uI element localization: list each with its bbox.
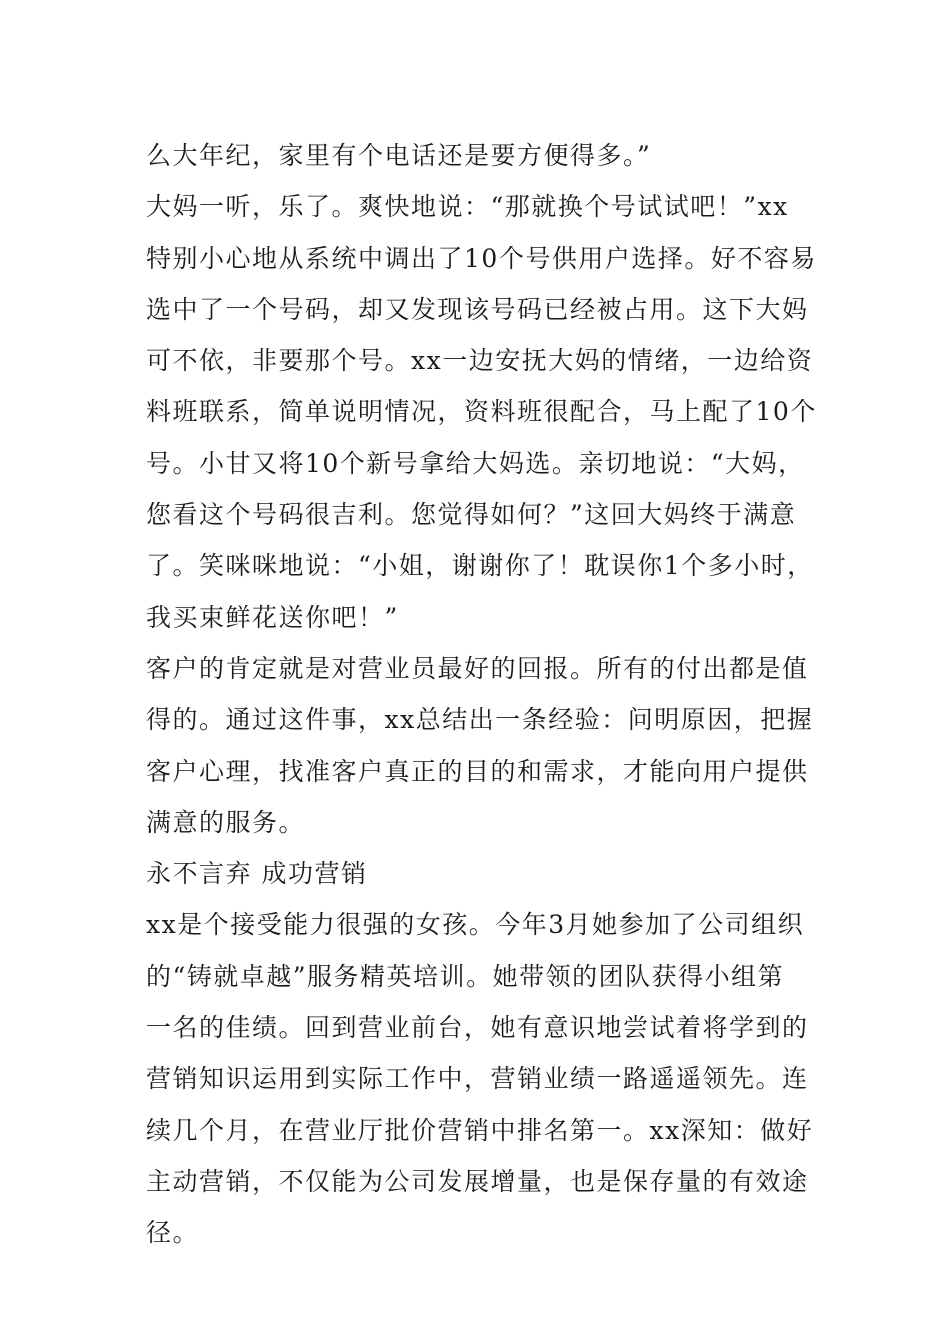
- text-line: 客户的肯定就是对营业员最好的回报。所有的付出都是值: [146, 653, 809, 683]
- text-line: 选中了一个号码，却又发现该号码已经被占用。这下大妈: [146, 294, 809, 324]
- text-line: 可不依，非要那个号。xx一边安抚大妈的情绪，一边给资: [146, 346, 814, 376]
- text-line: 您看这个号码很吉利。您觉得如何？”这回大妈终于满意: [146, 500, 797, 530]
- text-line: xx是个接受能力很强的女孩。今年3月她参加了公司组织: [146, 910, 805, 940]
- text-line: 续几个月，在营业厅批价营销中排名第一。xx深知：做好: [146, 1115, 814, 1145]
- text-line: 了。笑咪咪地说：“小姐，谢谢你了！耽误你1个多小时，: [146, 551, 814, 581]
- text-line: 得的。通过这件事，xx总结出一条经验：问明原因，把握: [146, 705, 814, 735]
- text-line: 的“铸就卓越”服务精英培训。她带领的团队获得小组第: [146, 961, 785, 991]
- text-line: 特别小心地从系统中调出了10个号供用户选择。好不容易: [146, 243, 817, 273]
- text-line: 料班联系，简单说明情况，资料班很配合，马上配了10个: [146, 397, 817, 427]
- text-line: 主动营销，不仅能为公司发展增量，也是保存量的有效途: [146, 1166, 809, 1196]
- text-line: 大妈一听，乐了。爽快地说：“那就换个号试试吧！”xx: [146, 192, 789, 222]
- text-line: 号。小甘又将10个新号拿给大妈选。亲切地说：“大妈，: [146, 448, 805, 478]
- text-line: 一名的佳绩。回到营业前台，她有意识地尝试着将学到的: [146, 1013, 809, 1043]
- body-text: [146, 130, 817, 1259]
- text-line: 满意的服务。: [146, 807, 306, 837]
- text-line: 么大年纪，家里有个电话还是要方便得多。”: [146, 141, 652, 170]
- text-line: 我买束鲜花送你吧！”: [146, 602, 399, 632]
- text-line: 营销知识运用到实际工作中，营销业绩一路遥遥领先。连: [146, 1064, 809, 1094]
- section-heading: 永不言弃 成功营销: [146, 859, 368, 889]
- text-line: 客户心理，找准客户真正的目的和需求，才能向用户提供: [146, 756, 809, 786]
- text-line: 径。: [146, 1218, 200, 1248]
